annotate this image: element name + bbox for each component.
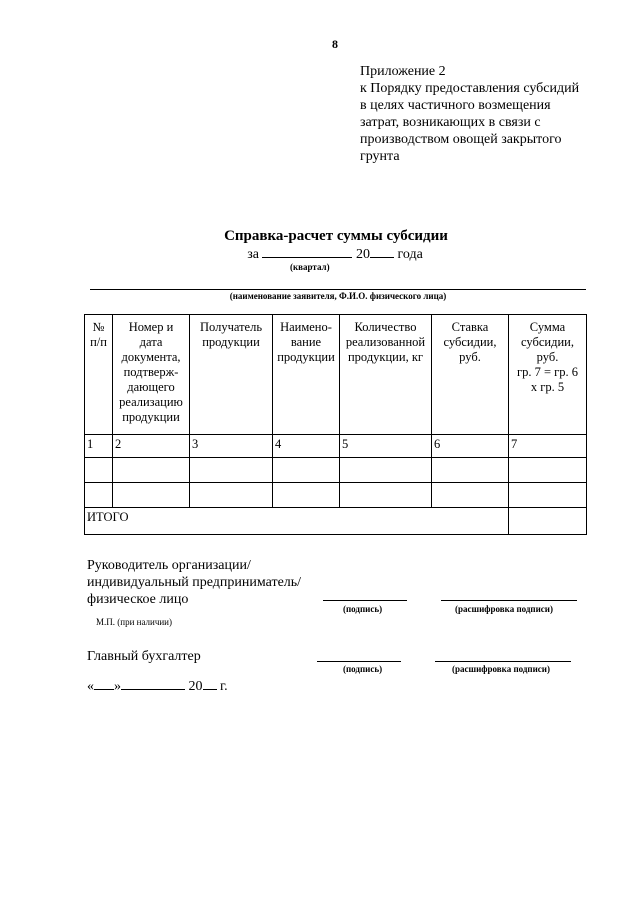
date-line: « » 20 г.: [87, 679, 228, 694]
header-cell: № п/п: [85, 315, 113, 435]
page-number: 8: [332, 37, 338, 51]
column-number: 7: [509, 435, 587, 458]
accountant-signature-caption: (подпись): [343, 664, 383, 674]
period-prefix: за: [247, 247, 259, 262]
stamp-label: М.П. (при наличии): [96, 617, 172, 627]
appendix-line: в целях частичного возмещения: [360, 98, 551, 113]
total-label: ИТОГО: [85, 508, 509, 535]
header-cell: Количество реализованной продукции, кг: [340, 315, 432, 435]
column-number-row: [85, 435, 587, 458]
period-year-prefix: 20: [355, 247, 370, 262]
subsidy-table: [84, 314, 587, 535]
accountant-signature-line: [317, 661, 401, 662]
document-title: Справка-расчет суммы субсидии: [224, 228, 448, 244]
header-cell: Сумма субсидии, руб. гр. 7 = гр. 6 х гр. 5: [509, 315, 587, 435]
day-blank: [94, 677, 114, 690]
header-cell: Ставка субсидии, руб.: [432, 315, 509, 435]
quarter-caption: (квартал): [290, 262, 330, 272]
year-blank: [203, 677, 217, 690]
head-signatory-label: Руководитель организации/ индивидуальный предприниматель/ физическое лицо: [87, 558, 302, 607]
column-number: 6: [432, 435, 509, 458]
appendix-line: к Порядку предоставления субсидий: [360, 81, 580, 96]
applicant-caption: (наименование заявителя, Ф.И.О. физического лица): [229, 291, 447, 301]
column-number: 2: [113, 435, 190, 458]
appendix-line: затрат, возникающих в связи с: [360, 115, 541, 130]
period-line: [0, 245, 640, 263]
appendix-header: [360, 63, 620, 165]
applicant-line: [90, 289, 586, 290]
column-number: 3: [190, 435, 273, 458]
header-cell: Номер и дата документа, подтверж- дающего реализацию продукции: [113, 315, 190, 435]
table-row: [85, 483, 587, 508]
column-number: 4: [273, 435, 340, 458]
appendix-line: производством овощей закрытого: [360, 132, 562, 147]
column-number: 5: [340, 435, 432, 458]
header-cell: Наимено- вание продукции: [273, 315, 340, 435]
chief-accountant-label: Главный бухгалтер: [87, 649, 201, 664]
head-decode-line: [441, 600, 577, 601]
table-header-row: [85, 315, 587, 435]
column-number: 1: [85, 435, 113, 458]
total-value: [509, 508, 587, 535]
period-suffix: года: [397, 247, 423, 262]
head-signature-caption: (подпись): [343, 604, 383, 614]
total-row: [85, 508, 587, 535]
quarter-blank: [262, 245, 352, 258]
month-blank: [121, 677, 185, 690]
header-cell: Получатель продукции: [190, 315, 273, 435]
appendix-line: грунта: [360, 149, 400, 164]
head-signature-line: [323, 600, 407, 601]
appendix-line: Приложение 2: [360, 64, 446, 79]
accountant-decode-line: [435, 661, 571, 662]
year-blank: [370, 245, 394, 258]
table-row: [85, 458, 587, 483]
head-decode-caption: (расшифровка подписи): [455, 604, 553, 614]
accountant-decode-caption: (расшифровка подписи): [452, 664, 550, 674]
